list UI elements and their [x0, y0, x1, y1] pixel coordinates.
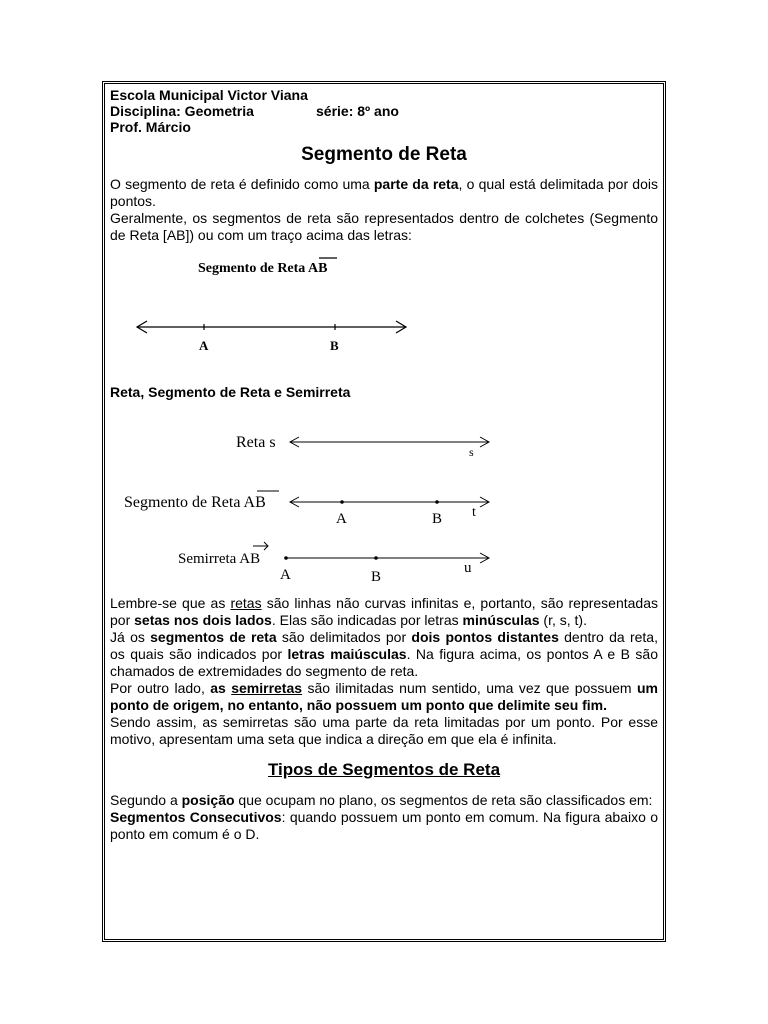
grade: série: 8º ano: [316, 103, 399, 119]
segmento-letter-t: t: [472, 505, 476, 520]
label-point-a: A: [199, 338, 209, 353]
semirreta-letter-u: u: [464, 560, 472, 576]
school-name: Escola Municipal Victor Viana: [110, 87, 308, 103]
section-heading-tipos: Tipos de Segmentos de Reta: [267, 760, 501, 779]
document-content: [110, 87, 658, 843]
document-frame: [104, 83, 664, 940]
reta-letter-s: s: [469, 445, 474, 459]
subject: Disciplina: Geometria: [110, 103, 254, 119]
label-point-b: B: [330, 338, 339, 353]
intro-paragraph-2: Geralmente, os segmentos de reta são representados dentro de colchetes (Segmento de Reta [AB]) ou com um traço acima das letras:: [110, 210, 658, 243]
segmento-point-b: B: [432, 511, 443, 527]
body-paragraph-retas: Lembre-se que as retas são linhas não curvas infinitas e, portanto, são representadas por setas nos dois lados. Elas são indicadas por letras minúsculas (r, s, t).: [110, 595, 659, 628]
body-paragraph-segmentos: Já os segmentos de reta são delimitados por dois pontos distantes dentro da reta, os quais são indicados por letras maiúsculas. Na figura acima, os pontos A e B são chamados de extremidades do segmento de reta.: [110, 629, 658, 679]
subject-line: [110, 103, 658, 119]
teacher: Prof. Márcio: [110, 119, 191, 135]
figure-reta-segmento-semirreta: [110, 401, 658, 593]
types-paragraph-1: Segundo a posição que ocupam no plano, os segmentos de reta são classificados em:: [110, 792, 653, 808]
reta-label: Reta s: [236, 434, 276, 451]
origin-dot: [284, 556, 288, 560]
semirreta-point-a: A: [280, 567, 291, 583]
point-b-dot: [374, 556, 378, 560]
page-title: Segmento de Reta: [301, 144, 467, 165]
semirreta-point-b: B: [371, 569, 382, 585]
semirreta-label: Semirreta AB: [178, 551, 261, 567]
segmento-label: Segmento de Reta AB: [124, 494, 266, 511]
point-b-dot: [435, 500, 439, 504]
segmento-point-a: A: [336, 511, 347, 527]
types-paragraph-2: Segmentos Consecutivos: quando possuem um ponto em comum. Na figura abaixo o ponto em comum é o D.: [110, 809, 658, 842]
point-a-dot: [340, 500, 344, 504]
figure1-caption: Segmento de Reta AB: [198, 261, 328, 276]
section-heading-retas: Reta, Segmento de Reta e Semirreta: [110, 384, 351, 400]
body-paragraph-conclusao: Sendo assim, as semirretas são uma parte da reta limitadas por um ponto. Por esse motivo, apresentam uma seta que indica a direção em que ela é infinita.: [110, 714, 658, 747]
body-paragraph-semirretas: Por outro lado, as semirretas são ilimitadas num sentido, uma vez que possuem um ponto de origem, no entanto, não possuem um ponto que delimite seu fim.: [110, 680, 658, 713]
figure-segment: [110, 244, 658, 370]
intro-paragraph-1: O segmento de reta é definido como uma parte da reta, o qual está delimitada por dois pontos.: [110, 176, 658, 209]
